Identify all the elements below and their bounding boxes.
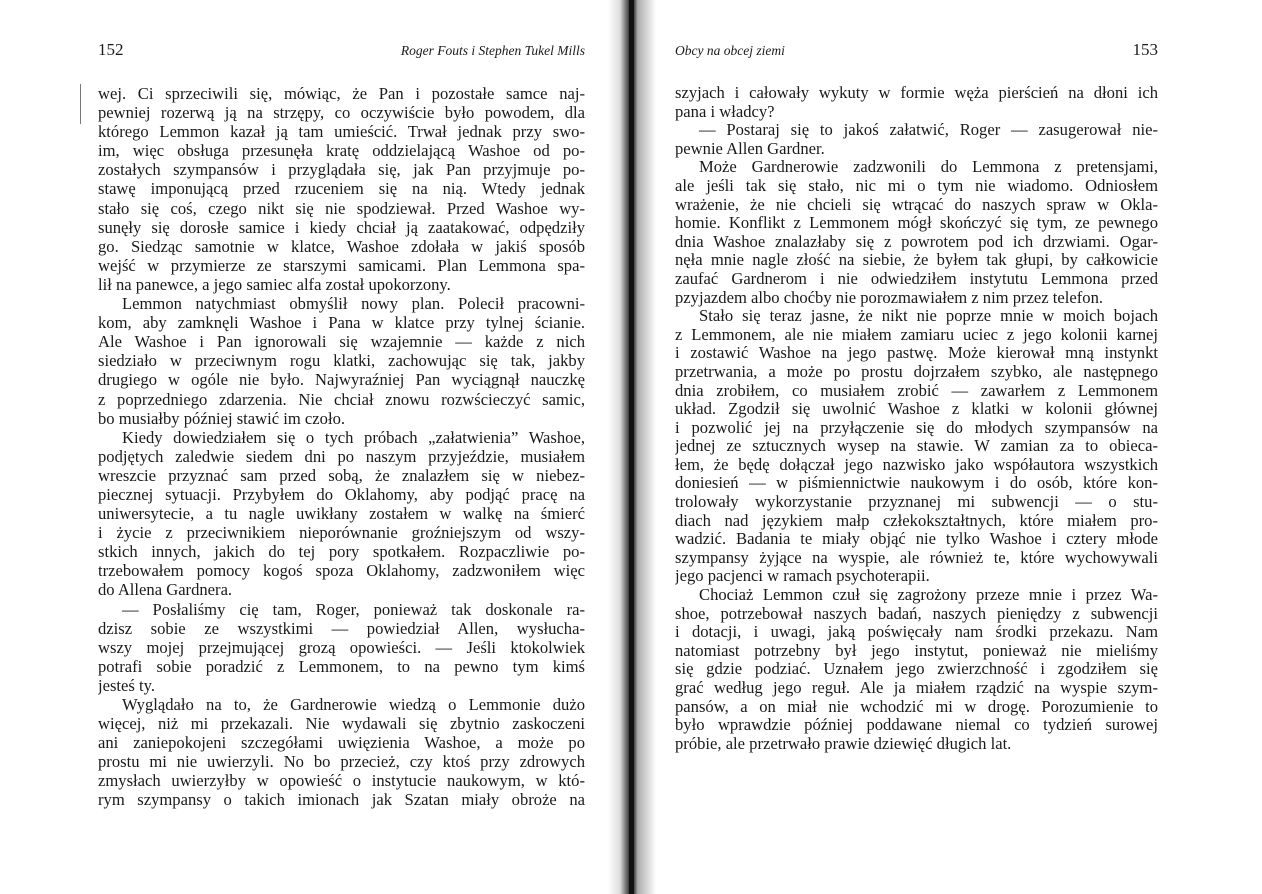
text-line: prostu mi nie uwierzyli. No bo przecież, czy ktoś przy zdrowych	[98, 752, 585, 772]
paragraph	[675, 586, 1158, 753]
left-page-body	[98, 84, 585, 810]
text-line: bo musiałby później stawić im czoło.	[98, 408, 346, 428]
text-line: pansów, a on miał nie wchodzić mi w drogę. Porozumienie to	[675, 697, 1158, 716]
text-line: próbie, ale przetrwało prawie dziewięć długich lat.	[675, 734, 1012, 753]
text-line: pana i władcy?	[675, 102, 775, 121]
text-line: — Postaraj się to jakoś załatwić, Roger — zasugerował nie-	[699, 121, 1158, 140]
text-line: i pozwolić jej na przyłączenie się do młodych szympansów na	[675, 418, 1158, 437]
page-number: 153	[1132, 40, 1158, 59]
right-page-header	[675, 40, 1158, 62]
text-line: z Lemmonem, ale nie miałem zamiaru uciec z jego kolonii karnej	[675, 325, 1158, 344]
text-line: piecznej sytuacji. Przybyłem do Oklahomy, aby podjąć pracę na	[98, 484, 585, 504]
text-line: zaufać Gardnerom i nie odwiedziłem instytutu Lemmona przed	[675, 269, 1158, 288]
text-line: się gdzie podziać. Uznałem jego zwierzchność i zgodziłem się	[675, 660, 1158, 679]
text-line: Stało się teraz jasne, że nikt nie poprze mnie w moich bojach	[699, 307, 1158, 326]
text-line: dnia zrobiłem, co musiałem zrobić — zawarłem z Lemmonem	[675, 381, 1158, 400]
text-line: do Allena Gardnera.	[98, 580, 233, 600]
text-line: szyjach i całowały wykuty w formie węża pierścień na dłoni ich	[675, 84, 1158, 102]
text-line: stkich innych, jakich do tej pory spotkałem. Rozpaczliwie po-	[98, 542, 585, 562]
book-spine-fold	[629, 0, 634, 894]
text-line: dnia Washoe znalazłaby się z powrotem pod ich drzwiami. Ogar-	[675, 232, 1158, 251]
text-line: jednej ze sztucznych wysep na stawie. W zamian za to obieca-	[675, 437, 1158, 456]
text-line: wejść w przymierze ze starszymi samicami. Plan Lemmona spa-	[98, 255, 585, 275]
text-line: jesteś ty.	[98, 675, 155, 695]
text-line: pewniej rozerwą ją na strzępy, co oczywiście było powodem, dla	[98, 103, 585, 123]
text-line: wej. Ci sprzeciwili się, mówiąc, że Pan i pozostałe samce naj-	[98, 84, 585, 103]
text-line: pzyjazdem albo choćby nie porozmawiałem z nim przez telefon.	[675, 288, 1104, 307]
text-line: podjętych zaledwie siedem dni po naszym przyjeździe, musiałem	[98, 446, 585, 466]
text-line: doniesień — w piśmiennictwie naukowym i do osób, które kon-	[675, 474, 1158, 493]
text-line: Kiedy dowiedziałem się o tych próbach „załatwienia” Washoe,	[122, 427, 585, 447]
text-line: homie. Konflikt z Lemmonem mógł skończyć się tym, ze pewnego	[675, 214, 1158, 233]
text-line: ani zaniepokojeni szczegółami uwięzienia Washoe, a może po	[98, 733, 585, 753]
text-line: wadzić. Badania te miały objąć nie tylko Washoe i cztery młode	[675, 530, 1158, 549]
text-line: było wprawdzie później poddawane niemal co tydzień surowej	[675, 716, 1158, 735]
text-line: i zostawić Washoe na jego pastwę. Może kierował mną instynkt	[675, 344, 1158, 363]
text-line: uniwersytecie, a tu nagle uwikłany zostałem w walkę na śmierć	[98, 504, 585, 524]
paragraph	[675, 84, 1158, 121]
text-line: natomiast potrzebny był jego instytut, ponieważ nie mieliśmy	[675, 641, 1158, 660]
page-number: 152	[98, 40, 124, 59]
text-line: trolowały wykorzystanie przyznanej mi subwencji — o stu-	[675, 493, 1158, 512]
paragraph	[98, 294, 585, 428]
text-line: trzebowałem pomocy kogoś spoza Oklahomy, zadzwoniłem więc	[98, 561, 585, 581]
text-line: drugiego w ogóle nie było. Najwyraźniej Pan wyciągnął nauczkę	[98, 370, 585, 390]
text-line: rym szympansy o takich imionach jak Szatan miały obroże na	[98, 790, 585, 810]
text-line: układ. Zgodził się uwolnić Washoe z klatki w kolonii głównej	[675, 400, 1158, 419]
text-line: więcej, niż mi przekazali. Nie wydawali się zbytnio zaskoczeni	[98, 714, 585, 734]
text-line: Ale Washoe i Pan ignorowali się wzajemnie — każde z nich	[98, 332, 585, 352]
text-line: sunęły się dorosłe samice i kiedy chciał ją zaatakować, odpędziły	[98, 217, 585, 237]
text-line: stało się coś, czego nikt się nie spodziewał. Przed Washoe wy-	[98, 198, 585, 218]
text-line: zmysłach uwierzyłby w opowieść o instytucie naukowym, w któ-	[98, 771, 585, 791]
left-page-header	[98, 40, 585, 62]
text-line: ale jeśli tak się stało, nic mi o tym nie wiadomo. Odniosłem	[675, 176, 1158, 195]
text-line: Chociaż Lemmon czuł się zagrożony przeze mnie i przez Wa-	[699, 586, 1158, 605]
text-line: pewnie Allen Gardner.	[675, 139, 825, 158]
text-line: shoe, potrzebował naszych badań, naszych pieniędzy z subwencji	[675, 604, 1158, 623]
text-line: nęła mnie nagle złość na siebie, że byłem tak głupi, by całkowicie	[675, 251, 1158, 270]
paragraph	[675, 158, 1158, 307]
paragraph	[675, 307, 1158, 586]
text-line: lił na panewce, a jego samiec alfa został upokorzony.	[98, 274, 451, 294]
text-line: jego pacjenci w ramach psychoterapii.	[675, 567, 930, 586]
paragraph	[98, 695, 585, 810]
text-line: wrażenie, że nie chcieli się wtrącać do naszych spraw w Okla-	[675, 195, 1158, 214]
paragraph	[675, 121, 1158, 158]
right-page-body	[675, 84, 1158, 753]
text-line: grać według jego reguł. Ale ja miałem rządzić na wyspie szym-	[675, 679, 1158, 697]
text-line: zostałych szympansów i przyglądała się, jak Pan przyjmuje po-	[98, 160, 585, 180]
text-line: im, więc obsługa przesunęła kratę oddzielającą Washoe od po-	[98, 141, 585, 161]
text-line: i życie z przeciwnikiem nieporównanie groźniejszym od wszy-	[98, 523, 585, 543]
text-line: — Posłaliśmy cię tam, Roger, ponieważ tak doskonale ra-	[122, 599, 585, 619]
text-line: którego Lemmon kazał ją tam umieścić. Trwał jednak przy swo-	[98, 122, 585, 142]
text-line: dzisz sobie ze wszystkimi — powiedział Allen, wysłucha-	[98, 618, 585, 638]
text-line: Może Gardnerowie zadzwonili do Lemmona z pretensjami,	[699, 158, 1158, 177]
paragraph	[98, 84, 585, 294]
paragraph	[98, 428, 585, 600]
running-head: Roger Fouts i Stephen Tukel Mills	[400, 43, 585, 58]
text-line: z poprzedniego zdarzenia. Nie chciał znowu rozwścieczyć samic,	[98, 389, 585, 409]
text-line: wszy mojej przejmującej grozą opowieści. — Jeśli ktokolwiek	[98, 637, 585, 657]
text-line: przetrwania, a może po prostu dojrzałem szybko, ale następnego	[675, 362, 1158, 381]
margin-pencil-mark	[80, 84, 81, 124]
text-line: łem, że będę dołączał jego nazwisko jako współautora wszystkich	[675, 455, 1158, 474]
text-line: i dotacji, i uwagi, jaką poświęcały nam środki przekazu. Nam	[675, 623, 1158, 642]
text-line: diach nad językiem małp człekokształtnych, które miałem pro-	[675, 511, 1158, 530]
text-line: wreszcie przyznać sam przed sobą, że znalazłem się w niebez-	[98, 465, 585, 485]
text-line: stawę imponującą przed rzuceniem się na nią. Wtedy jednak	[98, 179, 585, 199]
text-line: siedziało w przeciwnym rogu klatki, zachowując się tak, jakby	[98, 351, 585, 371]
text-line: Lemmon natychmiast obmyślił nowy plan. Polecił pracowni-	[122, 294, 585, 314]
text-line: potrafi sobie poradzić z Lemmonem, to na pewno tym kimś	[98, 656, 585, 676]
text-line: Wyglądało na to, że Gardnerowie wiedzą o Lemmonie dużo	[122, 695, 585, 714]
text-line: go. Siedząc samotnie w klatce, Washoe zdołała w jakiś sposób	[98, 236, 585, 256]
text-line: kom, aby zamknęli Washoe i Pana w klatce przy tylnej ścianie.	[98, 313, 585, 333]
running-head: Obcy na obcej ziemi	[675, 43, 785, 58]
paragraph	[98, 600, 585, 695]
text-line: szympansy żyjące na wyspie, ale również te, które wychowywali	[675, 548, 1158, 567]
